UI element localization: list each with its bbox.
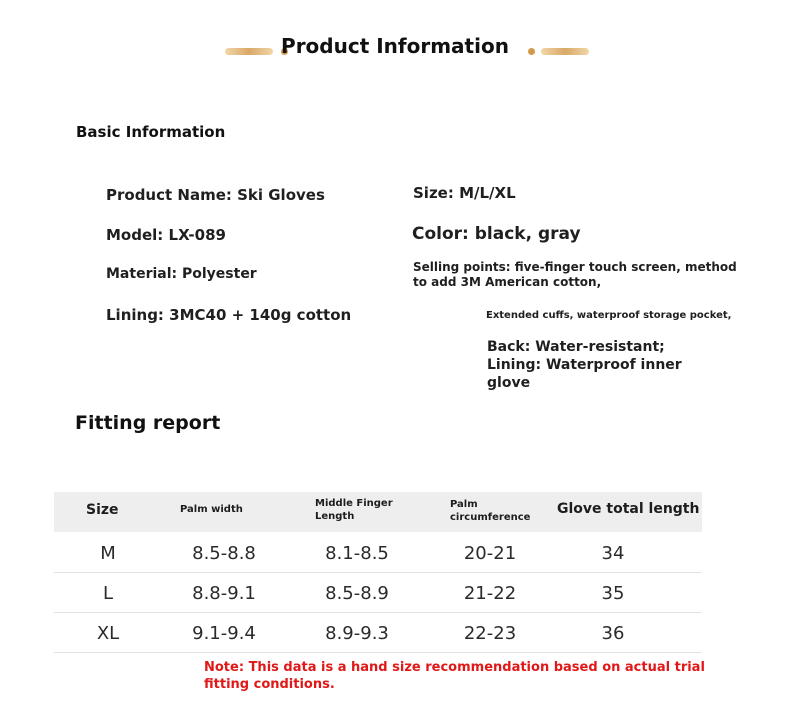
table-cell-total-length: 36 [601, 623, 625, 644]
table-cell-total-length: 34 [601, 543, 625, 564]
column-header-size: Size [86, 502, 119, 518]
row-divider [54, 652, 702, 653]
selling-points: Selling points: five-finger touch screen, method to add 3M American cotton, [413, 260, 737, 289]
column-header-palm-circumference: Palm circumference [450, 499, 531, 523]
column-header-palm-width: Palm width [180, 504, 243, 515]
table-cell-size: L [102, 583, 114, 604]
page-title: Product Information [281, 34, 509, 58]
material: Material: Polyester [106, 266, 257, 282]
color-info: Color: black, gray [412, 224, 581, 244]
column-header-middle-finger-length: Middle Finger Length [315, 498, 393, 522]
fitting-report-heading: Fitting report [75, 412, 221, 434]
model: Model: LX-089 [106, 226, 226, 244]
table-cell-palm-circumference: 22-23 [463, 623, 517, 644]
back-info: Back: Water-resistant; Lining: Waterproof inner glove [487, 339, 682, 391]
size-info: Size: M/L/XL [413, 184, 516, 202]
table-cell-middle-finger: 8.5-8.9 [325, 583, 389, 604]
table-cell-total-length: 35 [601, 583, 625, 604]
table-cell-palm-circumference: 20-21 [463, 543, 517, 564]
fitting-note: Note: This data is a hand size recommendation based on actual trial fitting conditions. [204, 660, 705, 692]
product-name: Product Name: Ski Gloves [106, 186, 325, 204]
column-header-glove-total-length: Glove total length [557, 501, 700, 517]
table-cell-palm-width: 8.5-8.8 [192, 543, 256, 564]
table-cell-palm-circumference: 21-22 [463, 583, 517, 604]
header-right-ornament [541, 48, 589, 55]
table-cell-palm-width: 8.8-9.1 [192, 583, 256, 604]
table-cell-palm-width: 9.1-9.4 [192, 623, 256, 644]
row-divider [54, 572, 702, 573]
header-right-dot [528, 48, 535, 55]
row-divider [54, 612, 702, 613]
table-cell-size: XL [96, 623, 120, 644]
table-cell-middle-finger: 8.1-8.5 [325, 543, 389, 564]
table-cell-middle-finger: 8.9-9.3 [325, 623, 389, 644]
basic-info-heading: Basic Information [76, 123, 226, 141]
table-cell-size: M [100, 543, 116, 564]
lining: Lining: 3MC40 + 140g cotton [106, 306, 352, 324]
extended-features: Extended cuffs, waterproof storage pocket, [486, 310, 732, 321]
